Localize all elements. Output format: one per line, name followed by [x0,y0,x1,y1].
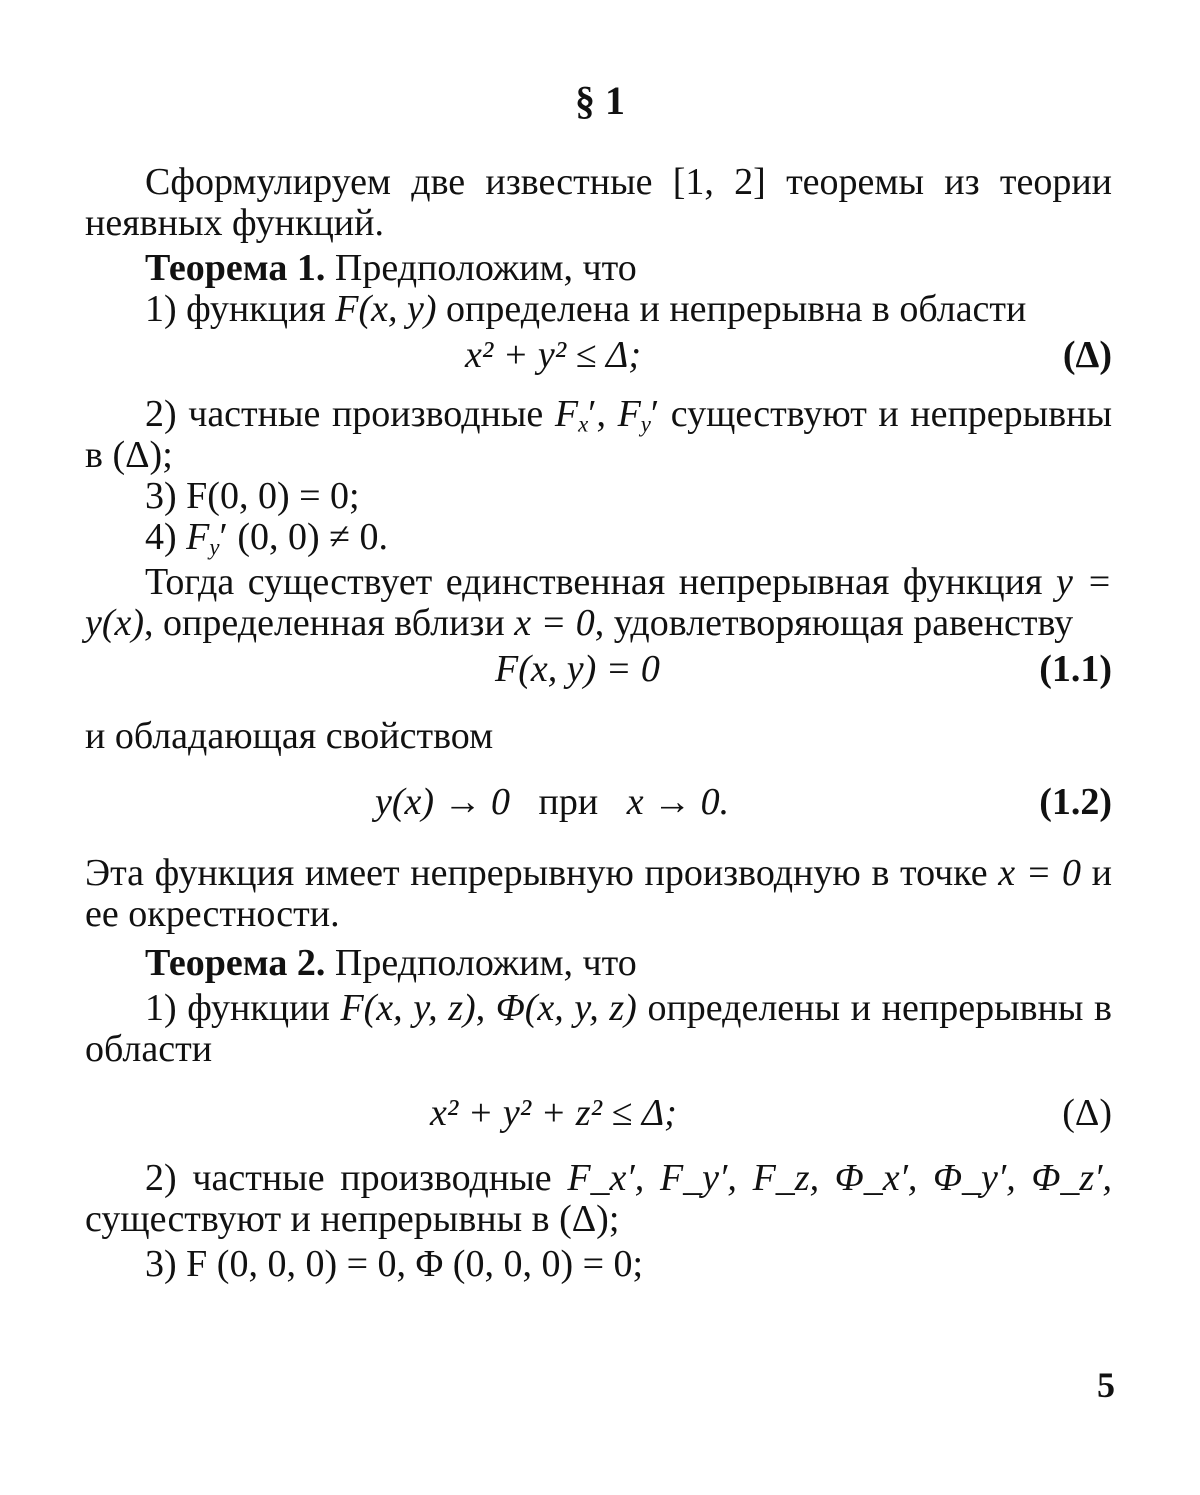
theorem-2-condition-2 [85,1158,1112,1240]
formula-expression [375,777,729,827]
separator: , [475,987,496,1029]
formula-tag: (1.1) [1039,648,1112,690]
condition-text: ′ (0, 0) ≠ 0. [219,516,388,558]
theorem-1-condition-4 [85,517,1112,558]
math-prime: ′ [588,393,597,435]
formula-delta-2d [85,330,1112,380]
condition-text: определены и непрерывны в области [85,987,1113,1070]
formula-tag: (1.2) [1039,781,1112,823]
conclusion-text: , определенная вблизи [144,602,515,644]
math-word: при [538,781,599,823]
theorem-2-label: Теорема 2. [145,942,326,984]
math-partial-derivatives: F_x′, F_y′, F_z, Φ_x′, Φ_y′, Φ_z′, [567,1157,1112,1199]
formula-1-1 [85,644,1112,694]
condition-text: 1) функции [145,987,341,1029]
theorem-1-intro: Предположим, что [325,247,637,289]
condition-text: существуют и непрерывны в (Δ); [85,393,1113,476]
condition-text: 2) частные производные [145,393,555,435]
theorem-2-condition-1 [85,988,1112,1070]
math-subscript: x [578,411,589,437]
formula-tag: (Δ) [1062,1092,1112,1134]
math-prime: ′ [650,393,660,435]
math-Phi-xyz: Φ(x, y, z) [495,987,637,1029]
formula-tag: (Δ) [1062,334,1112,376]
theorem-2-condition-3: 3) F (0, 0, 0) = 0, Φ (0, 0, 0) = 0; [145,1243,644,1285]
condition-text: существуют и непрерывны в (Δ); [85,1198,620,1240]
math-F: F [554,393,579,435]
condition-text: определена и непрерывна в области [436,288,1027,330]
paragraph-text: Эта функция имеет непрерывную производную в точке [85,852,999,894]
math-subscript: y [640,411,651,437]
math-F: F [617,393,641,435]
formula-expression: F(x, y) = 0 [495,648,660,690]
derivative-paragraph [85,853,1112,935]
math-limit-x: x → 0. [626,781,730,823]
formula-expression: x² + y² ≤ Δ; [465,334,641,376]
condition-text: 4) [145,516,187,558]
math-x-zero: x = 0 [998,852,1082,894]
formula-1-2 [85,777,1112,827]
conclusion-text: Тогда существует единственная непрерывная функция [145,561,1056,603]
intro-paragraph: Сформулируем две известные [1, 2] теоремы из теории неявных функций. [85,161,1112,244]
theorem-1-condition-1 [85,289,1112,330]
math-F-xyz: F(x, y, z) [340,987,476,1029]
page-number: 5 [1097,1365,1115,1405]
theorem-1-label: Теорема 1. [145,247,326,289]
paragraph-text: и ее окрестности. [85,852,1112,935]
condition-text: 2) частные производные [145,1157,568,1199]
theorem-2-heading [85,943,1112,984]
math-F: F [186,516,210,558]
math-subscript: y [209,534,220,560]
math-y-of-x: y = y(x) [85,561,1112,644]
theorem-1-conclusion [85,562,1112,644]
formula-delta-3d [85,1088,1112,1138]
math-limit-y: y(x) → 0 [375,781,511,823]
theorem-1-condition-3: 3) F(0, 0) = 0; [145,475,360,517]
math-F-xy: F(x, y) [335,288,437,330]
condition-text: 1) функция [145,288,336,330]
math-x-zero: x = 0 [514,602,595,644]
formula-expression: x² + y² + z² ≤ Δ; [430,1092,677,1134]
section-title: § 1 [575,78,625,123]
theorem-2-intro: Предположим, что [325,942,637,984]
theorem-1-heading [85,248,1112,289]
property-line: и обладающая свойством [85,715,494,757]
theorem-1-condition-2: 2) частные производные $F_x'$, $F_y'$ существуют и непрерывны в (Δ); [85,393,1113,476]
conclusion-text: , удовлетворяющая равенству [594,602,1074,644]
